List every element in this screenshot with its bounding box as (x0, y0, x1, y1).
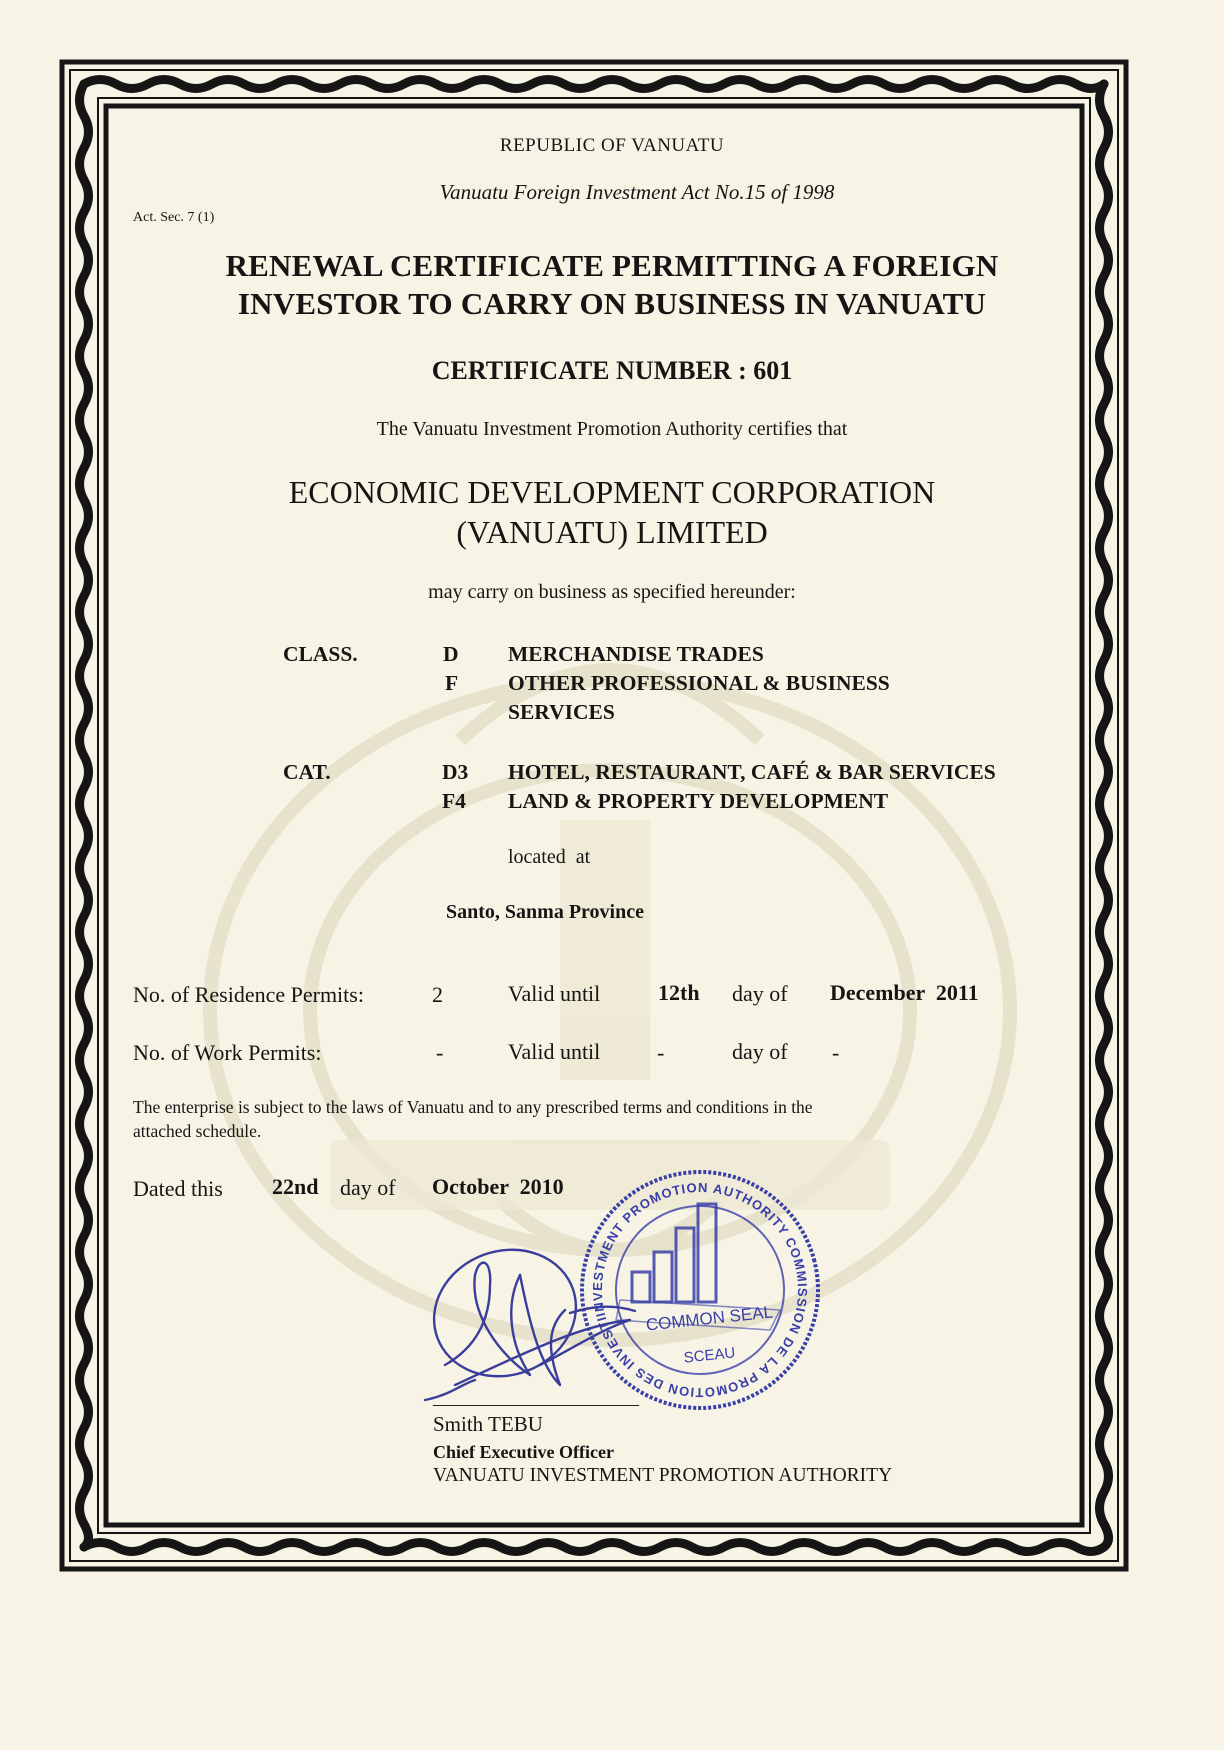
dated-month-year: October 2010 (432, 1174, 564, 1199)
class-label: CLASS. (283, 642, 358, 666)
business-intro: may carry on business as specified hereunder: (428, 581, 796, 603)
category-code: F4 (442, 789, 466, 813)
seal-common-seal-text: COMMON SEAL (645, 1302, 774, 1335)
signature-line (433, 1405, 639, 1406)
company-name-line1: ECONOMIC DEVELOPMENT CORPORATION (288, 474, 936, 510)
signatory-title: Chief Executive Officer (433, 1442, 614, 1462)
signatory-organization: VANUATU INVESTMENT PROMOTION AUTHORITY (433, 1465, 893, 1486)
class-desc: MERCHANDISE TRADES (508, 642, 764, 666)
conditions-line1: The enterprise is subject to the laws of Vanuatu and to any prescribed terms and conditions in the (133, 1097, 813, 1117)
work-day-of: day of (732, 1039, 788, 1064)
location-value: Santo, Sanma Province (446, 901, 644, 923)
act-section: Act. Sec. 7 (1) (133, 210, 215, 225)
residence-valid-month-year: December 2011 (830, 980, 979, 1005)
work-valid-label: Valid until (508, 1039, 601, 1064)
act-reference: Vanuatu Foreign Investment Act No.15 of 1998 (439, 180, 835, 204)
residence-permits-count: 2 (432, 982, 443, 1007)
class-desc: OTHER PROFESSIONAL & BUSINESS (508, 671, 890, 695)
signatory-name: Smith TEBU (433, 1412, 543, 1436)
certificate-title-line2: INVESTOR TO CARRY ON BUSINESS IN VANUATU (237, 286, 987, 321)
certificate-number: CERTIFICATE NUMBER : 601 (431, 356, 793, 385)
seal-sceau-text: SCEAU (682, 1344, 737, 1367)
conditions-line2: attached schedule. (133, 1121, 262, 1141)
work-valid-day: - (657, 1040, 665, 1065)
handwritten-signature (420, 1235, 720, 1405)
residence-day-of: day of (732, 981, 788, 1006)
dated-day-of: day of (340, 1175, 396, 1200)
residence-valid-day: 12th (658, 980, 700, 1005)
seal-ring-text: INVESTMENT PROMOTION AUTHORITY COMMISSION DE LA PROMOTION DES INVESTISSEMENTS (589, 1179, 811, 1401)
republic-heading: REPUBLIC OF VANUATU (499, 135, 725, 156)
residence-permits-label: No. of Residence Permits: (133, 982, 364, 1007)
residence-valid-label: Valid until (508, 981, 601, 1006)
class-code: F (445, 671, 459, 695)
work-permits-label: No. of Work Permits: (133, 1040, 322, 1065)
dated-label: Dated this (133, 1176, 223, 1201)
category-label: CAT. (283, 760, 331, 784)
certifies-text: The Vanuatu Investment Promotion Authority certifies that (376, 418, 848, 440)
work-permits-count: - (436, 1040, 444, 1065)
company-name-line2: (VANUATU) LIMITED (456, 514, 768, 550)
category-desc: HOTEL, RESTAURANT, CAFÉ & BAR SERVICES (508, 760, 996, 784)
location-label: located at (508, 846, 591, 868)
dated-day: 22nd (272, 1174, 319, 1199)
work-valid-month-year: - (832, 1040, 840, 1065)
category-desc: LAND & PROPERTY DEVELOPMENT (508, 789, 889, 813)
class-code: D (443, 642, 459, 666)
certificate-title-line1: RENEWAL CERTIFICATE PERMITTING A FOREIGN (225, 248, 999, 283)
category-code: D3 (442, 760, 469, 784)
class-desc-continued: SERVICES (508, 700, 615, 724)
